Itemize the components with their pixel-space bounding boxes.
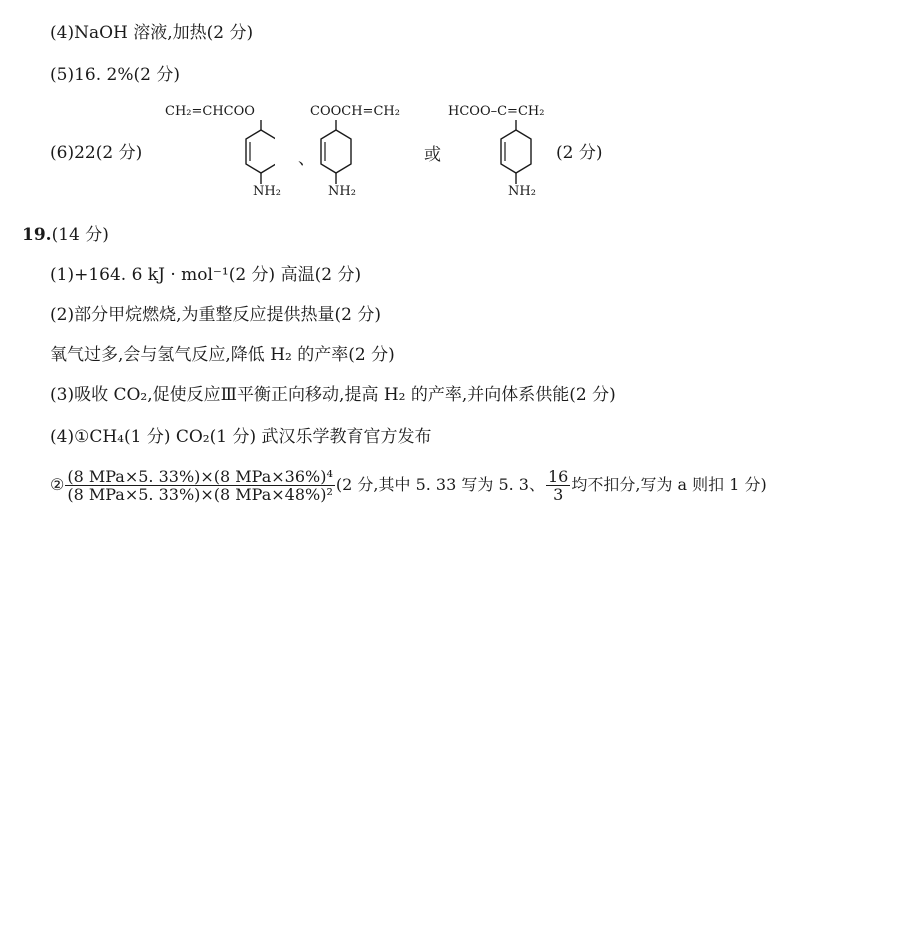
q19-part4: (4)①CH₄(1 分) CO₂(1 分) 武汉乐学教育官方发布 xyxy=(50,427,432,447)
benzene-ring-icon xyxy=(165,120,275,194)
sixteen-thirds-fraction xyxy=(546,468,570,503)
q19-part4b xyxy=(50,468,767,503)
molecule-1-amine: NH₂ xyxy=(253,184,281,199)
q19-part3: (3)吸收 CO₂,促使反应Ⅲ平衡正向移动,提高 H₂ 的产率,并向体系供能(2 分) xyxy=(50,385,616,405)
q19-points: (14 分) xyxy=(51,225,109,245)
or-text: 或 xyxy=(424,145,441,165)
q18-part6-label: (6)22(2 分) xyxy=(50,143,143,163)
q18-part6-score: (2 分) xyxy=(556,143,603,163)
q18-part5: (5)16. 2%(2 分) xyxy=(50,65,180,85)
benzene-ring-icon xyxy=(310,120,370,194)
q19-part1: (1)+164. 6 kJ · mol⁻¹(2 分) 高温(2 分) xyxy=(50,265,362,285)
molecule-3-group: HCOO–C=CH₂ xyxy=(448,104,545,119)
q18-part4: (4)NaOH 溶液,加热(2 分) xyxy=(50,23,254,43)
q19-part2b: 氧气过多,会与氢气反应,降低 H₂ 的产率(2 分) xyxy=(50,345,395,365)
separator-comma: 、 xyxy=(298,149,315,169)
molecule-1 xyxy=(165,104,281,199)
equilibrium-constant-fraction xyxy=(65,468,335,503)
molecule-3-amine: NH₂ xyxy=(508,184,536,199)
molecule-3 xyxy=(448,104,558,199)
q19-number: 19. xyxy=(22,225,52,245)
q19-part2a: (2)部分甲烷燃烧,为重整反应提供热量(2 分) xyxy=(50,305,381,325)
scoring-note-start: (2 分,其中 5. 33 写为 5. 3、 xyxy=(335,475,545,494)
benzene-ring-icon xyxy=(448,120,558,194)
molecule-2-amine: NH₂ xyxy=(328,184,356,199)
molecule-2-group: COOCH=CH₂ xyxy=(310,104,400,119)
scoring-note-end: 均不扣分,写为 a 则扣 1 分) xyxy=(571,475,767,494)
fraction2-numerator: 16 xyxy=(548,467,569,486)
molecule-1-group: CH₂=CHCOO xyxy=(165,104,255,119)
fraction-numerator: (8 MPa×5. 33%)×(8 MPa×36%)⁴ xyxy=(67,467,333,486)
q19-header xyxy=(22,224,109,246)
circle-two: ② xyxy=(50,475,65,494)
molecule-2 xyxy=(310,104,400,199)
fraction2-denominator: 3 xyxy=(553,485,564,504)
fraction-denominator: (8 MPa×5. 33%)×(8 MPa×48%)² xyxy=(67,485,333,504)
